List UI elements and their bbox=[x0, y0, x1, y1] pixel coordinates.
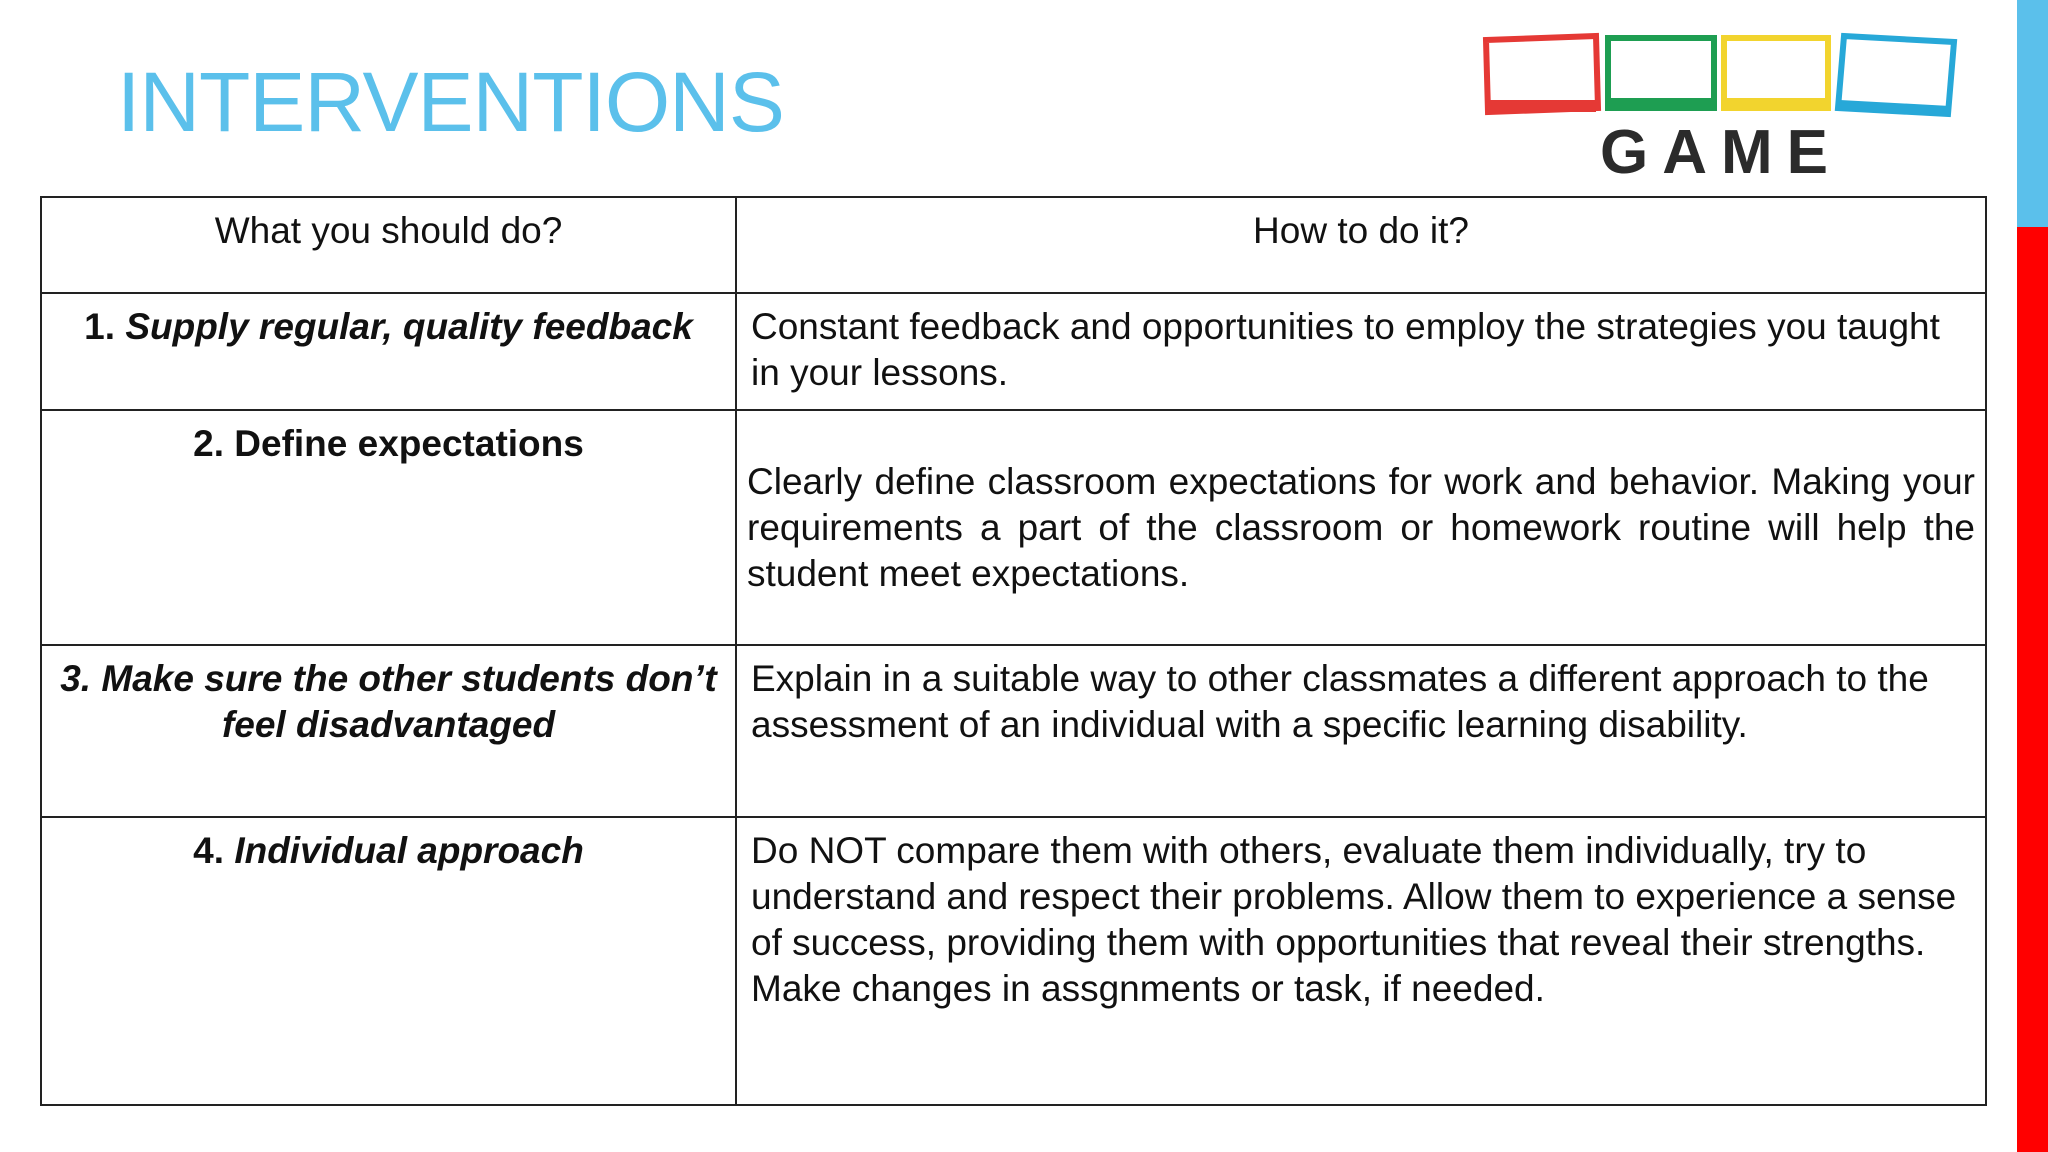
interventions-table bbox=[40, 196, 1987, 1106]
row-3-description: Explain in a suitable way to other classmates a different approach to the assessment of an individual with a specific learning disability. bbox=[736, 645, 1986, 817]
table-header-row bbox=[41, 197, 1986, 293]
side-accent-bar-red bbox=[2017, 227, 2048, 1152]
logo-squares bbox=[1482, 30, 1960, 125]
table-row bbox=[41, 817, 1986, 1105]
row-4-title: Individual approach bbox=[234, 830, 584, 871]
row-1-heading bbox=[41, 293, 736, 410]
row-2-heading bbox=[41, 410, 736, 645]
logo-text: GAME bbox=[1600, 118, 1842, 187]
header-how: How to do it? bbox=[736, 197, 1986, 293]
row-3-title: Make sure the other students don’t feel disadvantaged bbox=[101, 658, 717, 745]
row-4-description: Do NOT compare them with others, evaluate them individually, try to understand and respect their problems. Allow them to experience a sense of success, providing them with opportunities that reveal their strengths. Make changes in assgnments or task, if needed. bbox=[736, 817, 1986, 1105]
side-accent-bar-blue bbox=[2017, 0, 2048, 227]
row-4-number: 4. bbox=[193, 830, 225, 871]
logo-square-green bbox=[1608, 38, 1714, 108]
row-1-number: 1. bbox=[84, 306, 116, 347]
row-4-heading bbox=[41, 817, 736, 1105]
row-2-description: Clearly define classroom expectations for work and behavior. Making your requirements a part of the classroom or homework routine will help the student meet expectations. bbox=[736, 410, 1986, 645]
row-3-heading bbox=[41, 645, 736, 817]
table-row bbox=[41, 293, 1986, 410]
slide-title: INTERVENTIONS bbox=[117, 55, 784, 149]
logo-square-yellow bbox=[1724, 38, 1828, 108]
row-1-title: Supply regular, quality feedback bbox=[125, 306, 693, 347]
header-what: What you should do? bbox=[41, 197, 736, 293]
table-row bbox=[41, 645, 1986, 817]
row-2-title: Define expectations bbox=[234, 423, 584, 464]
row-3-number: 3. bbox=[60, 658, 92, 699]
row-2-number: 2. bbox=[193, 423, 224, 464]
game-logo bbox=[1482, 30, 1960, 187]
table-row bbox=[41, 410, 1986, 645]
row-1-description: Constant feedback and opportunities to employ the strategies you taught in your lessons. bbox=[736, 293, 1986, 410]
